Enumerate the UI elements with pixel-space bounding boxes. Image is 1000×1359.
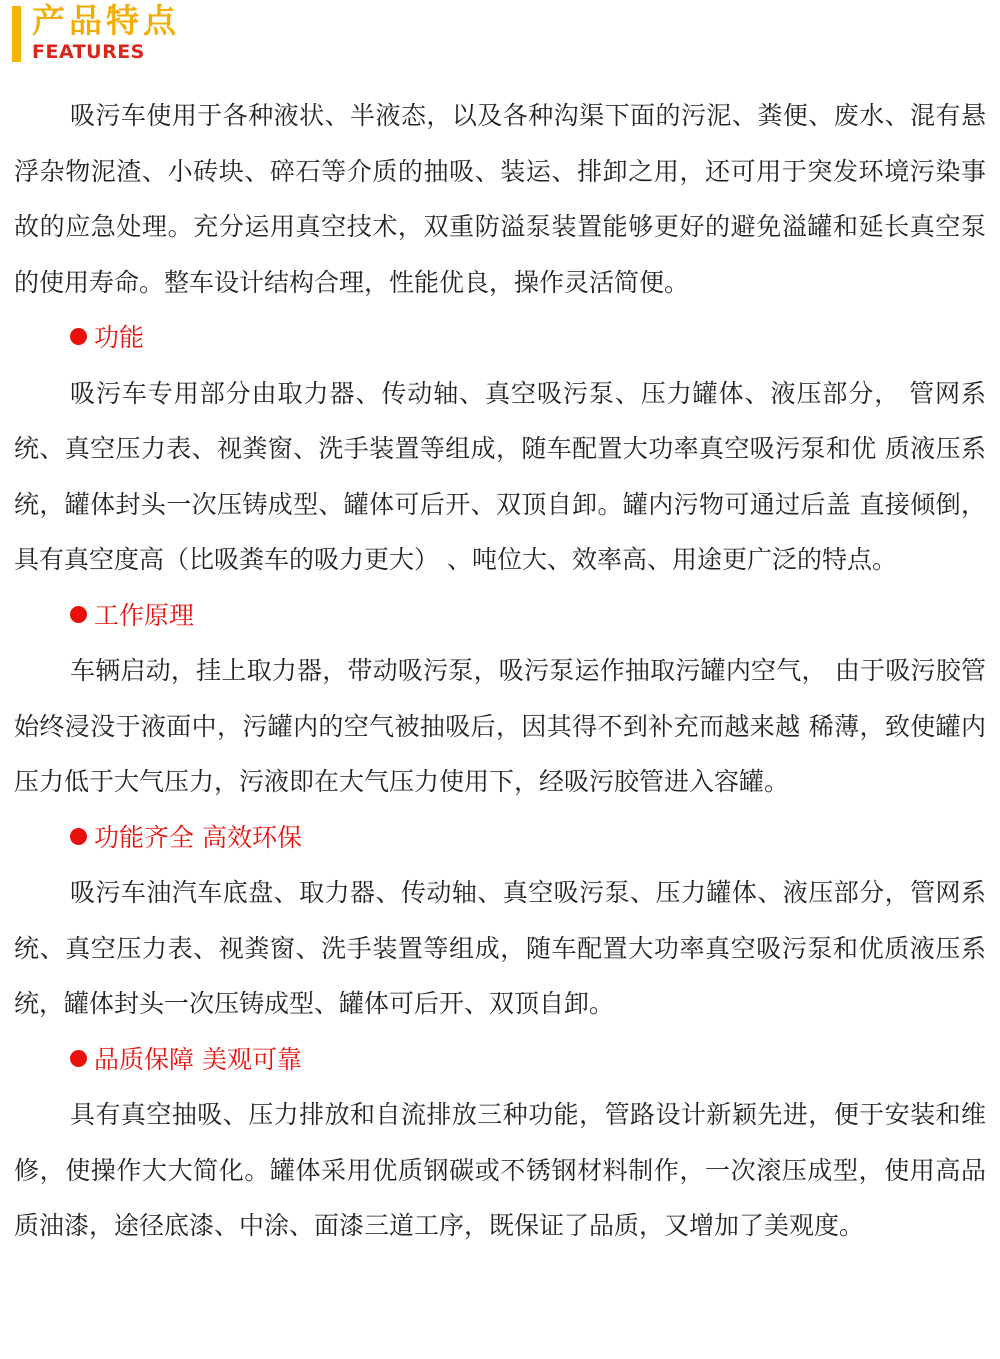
section-heading-label: 品质保障 美观可靠 <box>94 1044 302 1074</box>
section-body-principle: 车辆启动，挂上取力器，带动吸污泵，吸污泵运作抽取污罐内空气， 由于吸污胶管始终浸没于液面中，污罐内的空气被抽吸后，因其得不到补充而越来越 稀薄，致使罐内压力低于大气压力，污液即在大气压力使用下，经吸污胶管进入容罐。 <box>14 656 986 796</box>
section-heading-function <box>14 310 986 366</box>
section-body-quality: 具有真空抽吸、压力排放和自流排放三种功能，管路设计新颖先进，便于安装和维修，使操作大大简化。罐体采用优质钢碳或不锈钢材料制作，一次滚压成型，使用高品质油漆，途径底漆、中涂、面漆三道工序，既保证了品质，又增加了美观度。 <box>14 1100 986 1240</box>
section-heading-label: 功能 <box>94 323 145 352</box>
section-heading-label: 功能齐全 高效环保 <box>94 822 302 852</box>
section-header <box>0 0 1000 72</box>
section-heading-label: 工作原理 <box>94 600 195 630</box>
bullet-dot-icon <box>70 328 87 345</box>
bullet-dot-icon <box>70 1050 87 1067</box>
header-accent-bar <box>12 6 21 62</box>
section-heading-principle <box>14 588 986 644</box>
page-title: 产品特点 <box>32 1 180 40</box>
bullet-dot-icon <box>70 828 87 845</box>
section-heading-efficiency <box>14 810 986 866</box>
section-heading-quality <box>14 1032 986 1088</box>
bullet-dot-icon <box>70 606 87 623</box>
section-body-efficiency: 吸污车油汽车底盘、取力器、传动轴、真空吸污泵、压力罐体、液压部分，管网系统、真空压力表、视粪窗、洗手装置等组成，随车配置大功率真空吸污泵和优质液压系统，罐体封头一次压铸成型、罐体可后开、双顶自卸。 <box>14 878 986 1018</box>
page-subtitle: FEATURES <box>32 41 145 63</box>
intro-paragraph: 吸污车使用于各种液状、半液态，以及各种沟渠下面的污泥、粪便、废水、混有悬浮杂物泥渣、小砖块、碎石等介质的抽吸、装运、排卸之用，还可用于突发环境污染事故的应急处理。充分运用真空技术，双重防溢泵装置能够更好的避免溢罐和延长真空泵的使用寿命。整车设计结构合理，性能优良，操作灵活简便。 <box>14 101 986 297</box>
section-body-function: 吸污车专用部分由取力器、传动轴、真空吸污泵、压力罐体、液压部分， 管网系统、真空压力表、视粪窗、洗手装置等组成，随车配置大功率真空吸污泵和优 质液压系统，罐体封头一次压铸成型、罐体可后开、双顶自卸。罐内污物可通过后盖 直接倾倒，具有真空度高（比吸粪车的吸力更大） 、吨位大、效率高、用途更广泛的特点。 <box>14 378 986 574</box>
features-content <box>14 88 986 1254</box>
